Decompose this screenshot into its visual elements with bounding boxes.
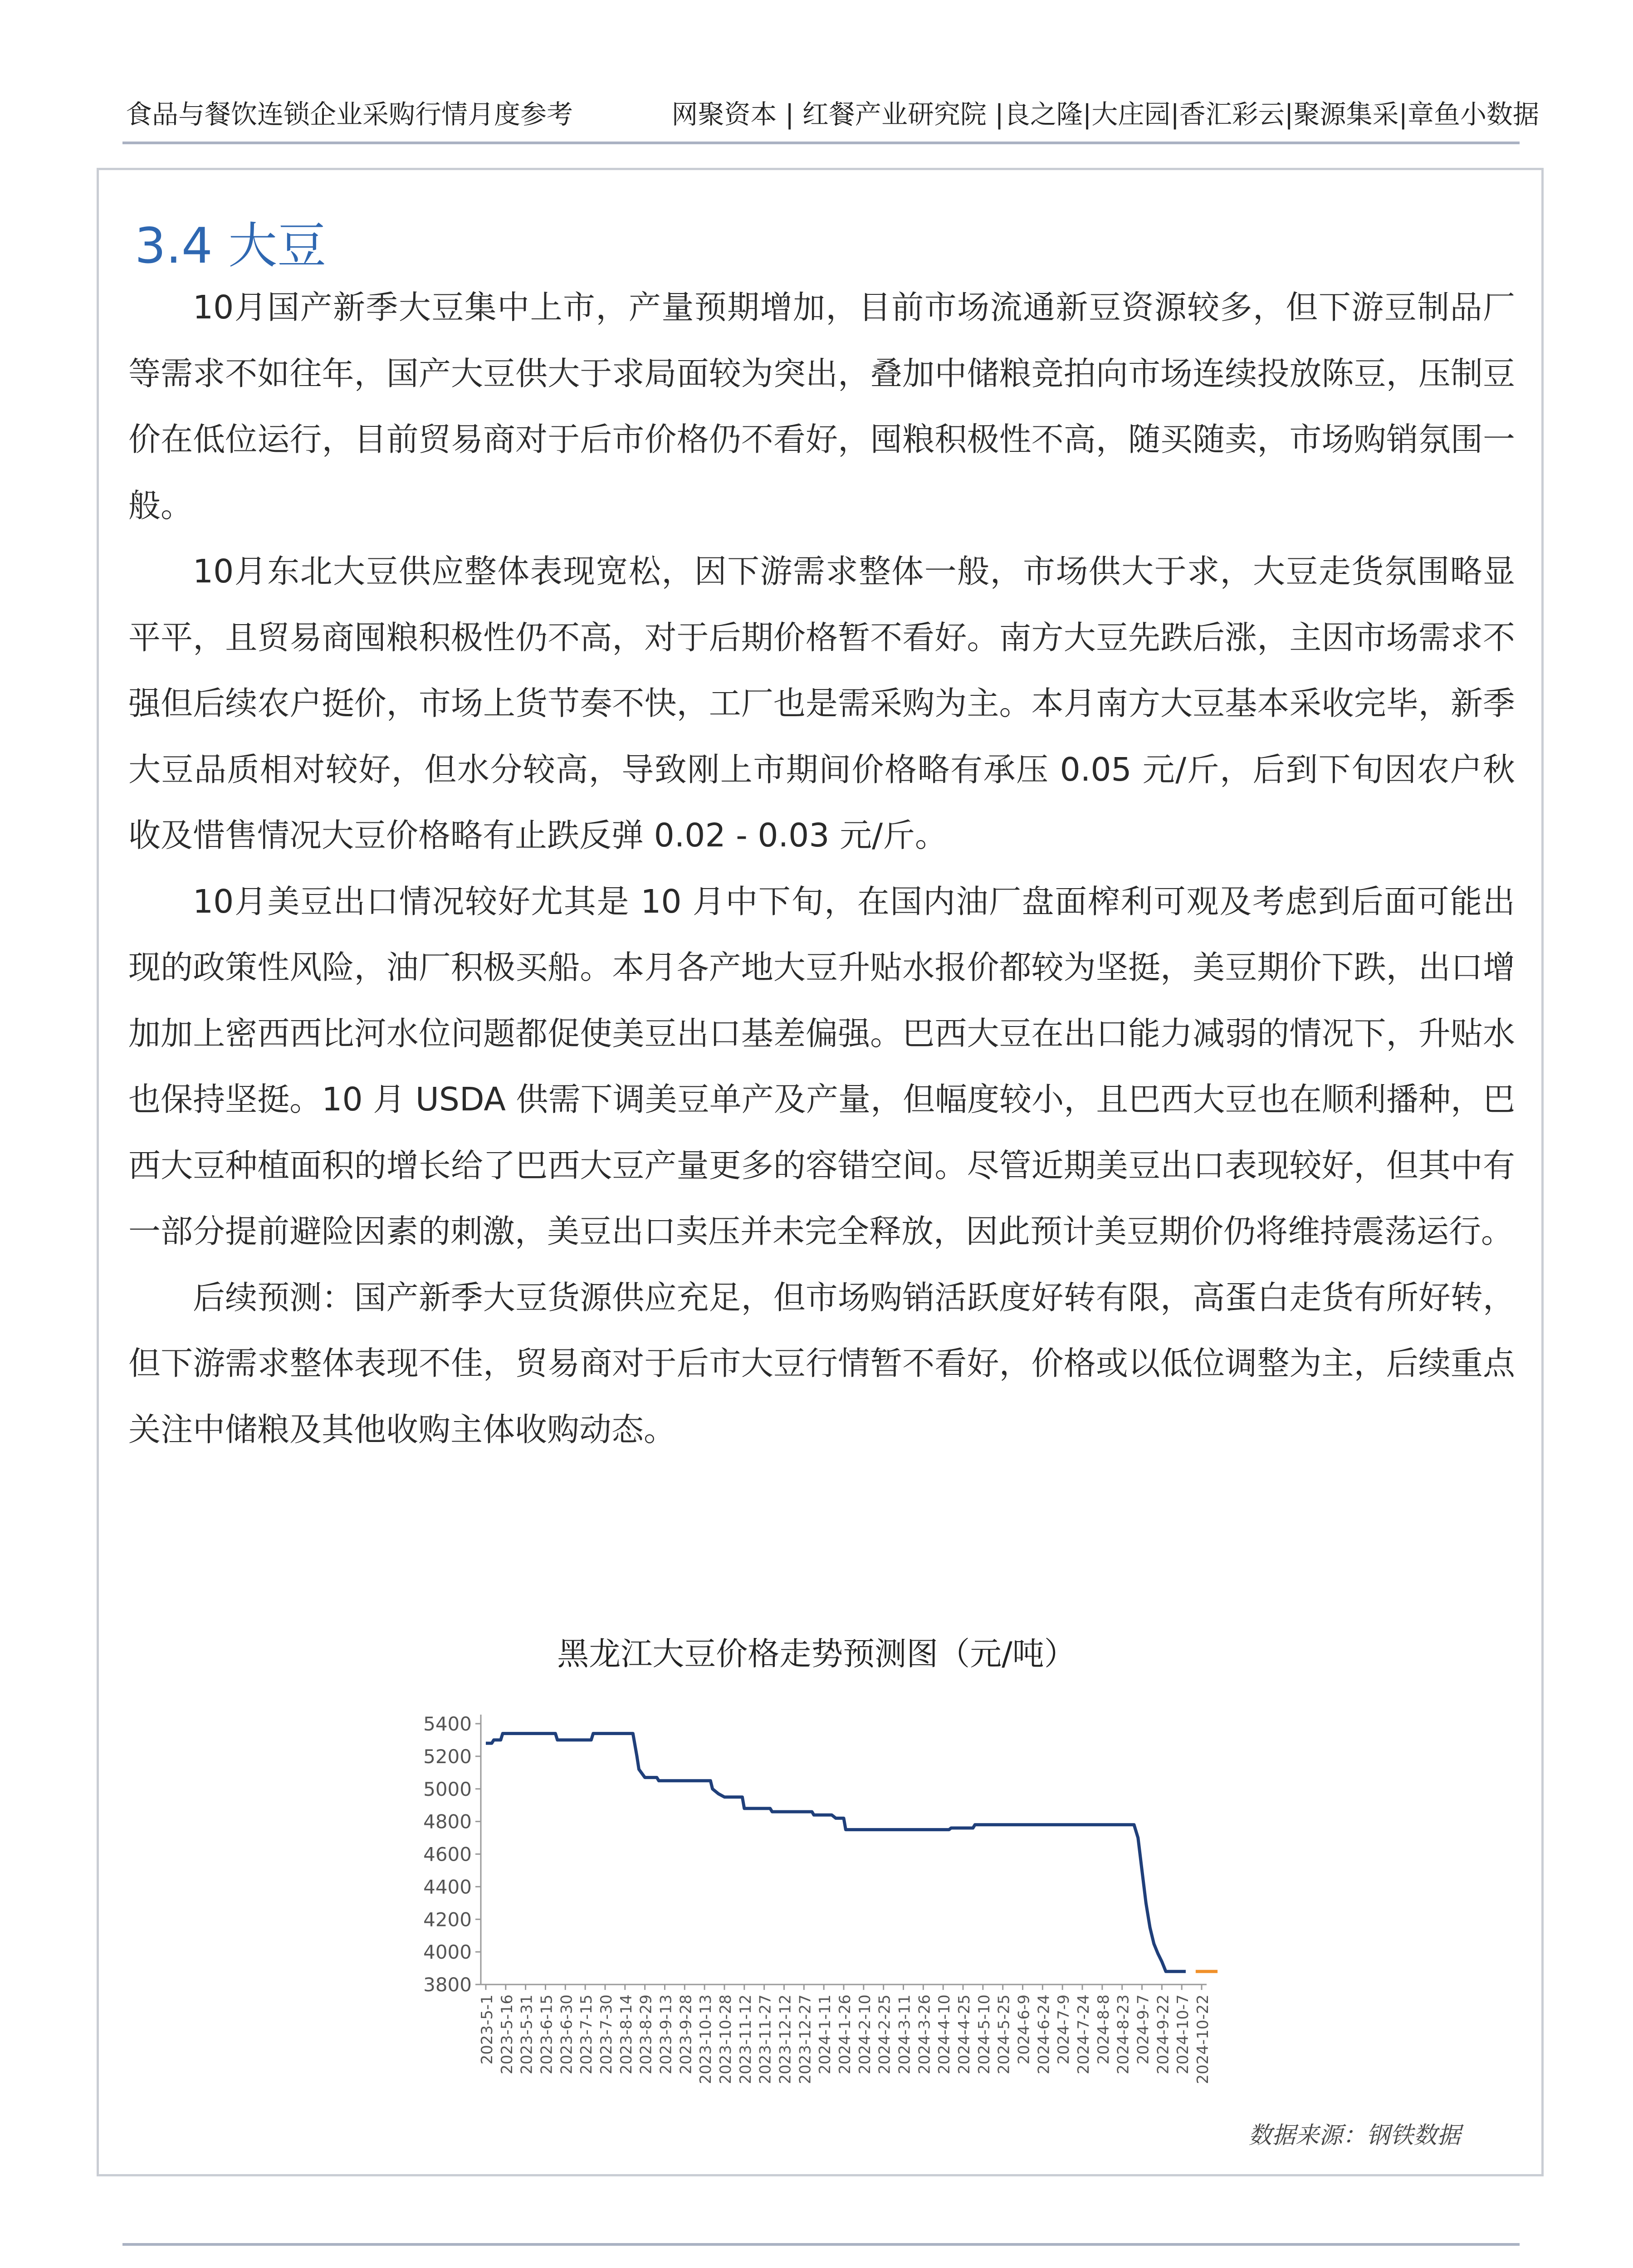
paragraph-4: 后续预测：国产新季大豆货源供应充足，但市场购销活跃度好转有限，高蛋白走货有所好转，但下游需求整体表现不佳，贸易商对于后市大豆行情暂不看好，价格或以低位调整为主，后续重点关注中储粮及其他收购主体收购动态。 [128,1278,1515,1448]
footer-divider [122,2243,1520,2246]
x-tick-label: 2023-10-13 [697,1994,715,2084]
x-tick-label: 2023-8-29 [637,1994,655,2074]
x-tick-label: 2024-4-25 [955,1994,974,2074]
section-title: 3.4 大豆 [135,218,327,274]
series [486,1734,1217,1972]
x-tick-label: 2023-8-14 [617,1994,636,2074]
x-tick-label: 2023-5-16 [498,1994,516,2074]
x-tick-label: 2024-6-9 [1015,1994,1033,2065]
y-axis [423,1713,481,1996]
paragraph-3: 10月美豆出口情况较好尤其是 10 月中下旬，在国内油厂盘面榨利可观及考虑到后面可能出现的政策性风险，油厂积极买船。本月各产地大豆升贴水报价都较为坚挺，美豆期价下跌，出口增加加上密西西比河水位问题都促使美豆出口基差偏强。巴西大豆在出口能力减弱的情况下，升贴水也保持坚挺。10 月 USDA 供需下调美豆单产及产量，但幅度较小，且巴西大豆也在顺利播种，巴西大豆种植面积的增长给了巴西大豆产量更多的容错空间。尽管近期美豆出口表现较好，但其中有一部分提前避险因素的刺激，美豆出口卖压并未完全释放，因此预计美豆期价仍将维持震荡运行。 [128,882,1515,1250]
series-line-1 [486,1734,1186,1972]
y-tick-label: 4400 [423,1876,472,1898]
header-left-title: 食品与餐饮连锁企业采购行情月度参考 [126,99,573,130]
x-tick-label: 2023-7-30 [597,1994,616,2074]
x-tick-label: 2024-3-11 [895,1994,914,2074]
x-tick-label: 2023-12-27 [796,1994,815,2084]
x-tick-label: 2024-7-9 [1055,1994,1073,2065]
section-body [128,274,1515,1462]
y-tick-label: 4200 [423,1908,472,1931]
x-tick-label: 2024-7-24 [1075,1994,1093,2074]
y-tick-label: 5000 [423,1778,472,1800]
x-tick-label: 2024-4-10 [935,1994,954,2074]
header-right-publishers: 网聚资本 | 红餐产业研究院 |良之隆|大庄园|香汇彩云|聚源集采|章鱼小数据 [671,99,1539,130]
y-tick-label: 5400 [423,1713,472,1735]
x-tick-label: 2024-9-22 [1154,1994,1173,2074]
y-tick-label: 5200 [423,1745,472,1768]
x-tick-label: 2024-3-26 [915,1994,934,2074]
paragraph-2: 10月东北大豆供应整体表现宽松，因下游需求整体一般，市场供大于求，大豆走货氛围略显平平，且贸易商囤粮积极性仍不高，对于后期价格暂不看好。南方大豆先跌后涨，主因市场需求不强但后续农户挺价，市场上货节奏不快，工厂也是需采购为主。本月南方大豆基本采收完毕，新季大豆品质相对较好，但水分较高，导致刚上市期间价格略有承压 0.05 元/斤，后到下旬因农户秋收及惜售情况大豆价格略有止跌反弹 0.02 - 0.03 元/斤。 [128,552,1515,854]
x-tick-label: 2023-11-12 [736,1994,755,2084]
y-tick-label: 4800 [423,1810,472,1833]
x-tick-label: 2024-1-11 [816,1994,835,2074]
x-tick-label: 2024-9-7 [1134,1994,1153,2065]
x-tick-label: 2024-8-8 [1094,1994,1113,2065]
y-tick-label: 4000 [423,1941,472,1964]
chart-title: 黑龙江大豆价格走势预测图（元/吨） [557,1635,1076,1672]
source-note: 数据来源：钢铁数据 [1248,2122,1461,2149]
x-tick-label: 2023-6-15 [538,1994,556,2074]
header-divider [122,142,1520,144]
x-tick-label: 2023-9-13 [657,1994,675,2074]
y-tick-label: 4600 [423,1843,472,1866]
x-tick-label: 2023-11-27 [756,1994,775,2084]
x-tick-label: 2024-2-10 [856,1994,874,2074]
x-tick-label: 2023-6-30 [557,1994,576,2074]
x-tick-label: 2024-1-26 [836,1994,854,2074]
x-tick-label: 2023-5-31 [518,1994,536,2074]
paragraph-1: 10月国产新季大豆集中上市，产量预期增加，目前市场流通新豆资源较多，但下游豆制品厂等需求不如往年，国产大豆供大于求局面较为突出，叠加中储粮竞拍向市场连续投放陈豆，压制豆价在低位运行，目前贸易商对于后市价格仍不看好，囤粮积极性不高，随买随卖，市场购销氛围一般。 [128,288,1515,524]
x-tick-label: 2024-5-25 [995,1994,1013,2074]
x-tick-label: 2024-5-10 [975,1994,993,2074]
y-tick-label: 3800 [423,1974,472,1996]
x-tick-label: 2023-9-28 [677,1994,695,2074]
x-tick-label: 2023-12-12 [776,1994,795,2084]
x-tick-label: 2024-8-23 [1114,1994,1133,2074]
x-tick-label: 2023-5-1 [478,1994,496,2065]
x-tick-label: 2024-2-25 [875,1994,894,2074]
x-tick-label: 2023-10-28 [716,1994,735,2084]
x-axis [478,1984,1212,2084]
x-tick-label: 2024-10-7 [1174,1994,1193,2074]
x-tick-label: 2024-10-22 [1194,1994,1213,2084]
x-tick-label: 2023-7-15 [577,1994,596,2074]
soybean-price-chart [408,1619,1225,2173]
x-tick-label: 2024-6-24 [1035,1994,1053,2074]
